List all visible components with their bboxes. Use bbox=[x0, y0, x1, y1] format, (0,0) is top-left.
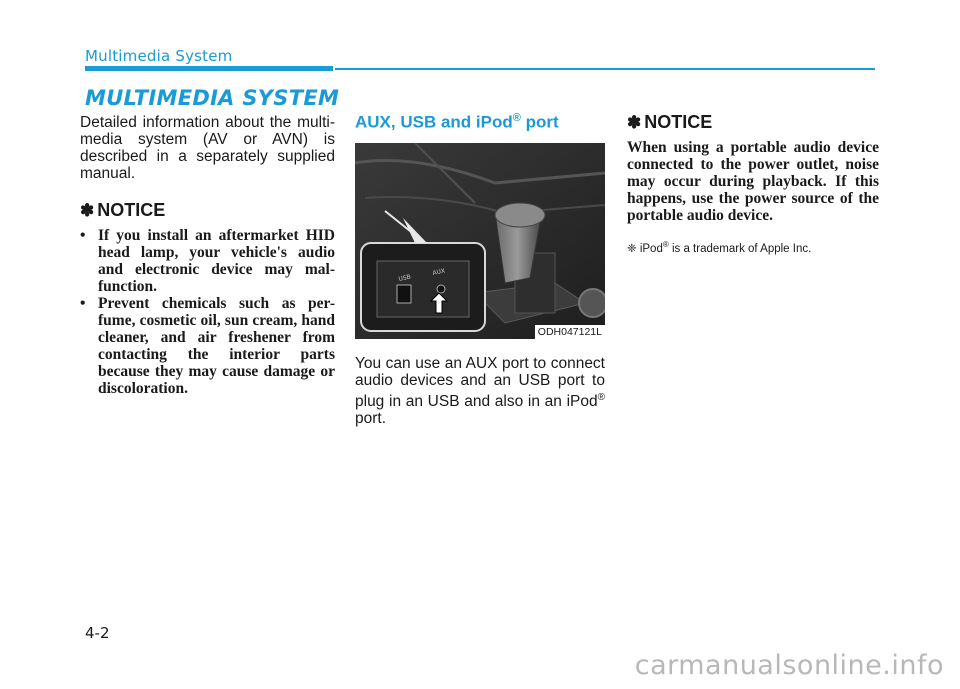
registered-mark: ® bbox=[662, 240, 669, 249]
heading-text: AUX, USB and iPod bbox=[355, 112, 513, 132]
column-2 bbox=[355, 112, 605, 427]
trademark-prefix: ❈ iPod bbox=[627, 242, 663, 255]
subsection-heading bbox=[355, 112, 605, 133]
console-illustration bbox=[355, 143, 605, 339]
trademark-tail: is a trademark of Apple Inc. bbox=[668, 242, 812, 255]
header-rule-thick bbox=[85, 66, 333, 71]
column-1 bbox=[80, 114, 335, 397]
aux-usb-paragraph bbox=[355, 355, 605, 427]
registered-mark: ® bbox=[512, 112, 521, 124]
list-item: • If you install an aftermarket HID head lamp, your vehicle's audio and electronic device may mal-function. bbox=[80, 227, 335, 295]
column-3 bbox=[627, 112, 879, 255]
aux-label: AUX bbox=[431, 267, 446, 277]
notice-list bbox=[80, 227, 335, 397]
console-figure bbox=[355, 143, 605, 339]
usb-label: USB bbox=[397, 273, 412, 283]
notice-label: NOTICE bbox=[97, 200, 166, 220]
list-item: • Prevent chemicals such as per-fume, cosmetic oil, sun cream, hand cleaner, and air freshener from contacting the interior parts because they may cause damage or discoloration. bbox=[80, 295, 335, 397]
notice-label: NOTICE bbox=[644, 112, 713, 132]
paragraph-tail: port. bbox=[355, 409, 387, 427]
figure-code: ODH047121L bbox=[535, 325, 605, 339]
heading-tail: port bbox=[520, 112, 559, 132]
notice-heading-1 bbox=[80, 200, 335, 221]
running-header: Multimedia System bbox=[85, 47, 233, 65]
trademark-note bbox=[627, 240, 879, 255]
watermark: carmanualsonline.info bbox=[634, 650, 944, 681]
registered-mark: ® bbox=[597, 391, 605, 403]
notice-heading-2 bbox=[627, 112, 879, 133]
notice-star-icon: ✽ bbox=[80, 201, 95, 220]
intro-paragraph: Detailed information about the multi-media system (AV or AVN) is described in a separately supplied manual. bbox=[80, 114, 335, 182]
notice-body: When using a portable audio device connected to the power outlet, noise may occur during playback. If this happens, use the power source of the portable audio device. bbox=[627, 139, 879, 224]
header-rule-thin bbox=[335, 68, 875, 70]
section-title: MULTIMEDIA SYSTEM bbox=[85, 86, 340, 110]
page-number: 4-2 bbox=[85, 624, 110, 642]
notice-star-icon: ✽ bbox=[627, 113, 642, 132]
paragraph-text: You can use an AUX port to connect audio devices and an USB port to plug in an USB and also in an iPod bbox=[355, 354, 605, 410]
